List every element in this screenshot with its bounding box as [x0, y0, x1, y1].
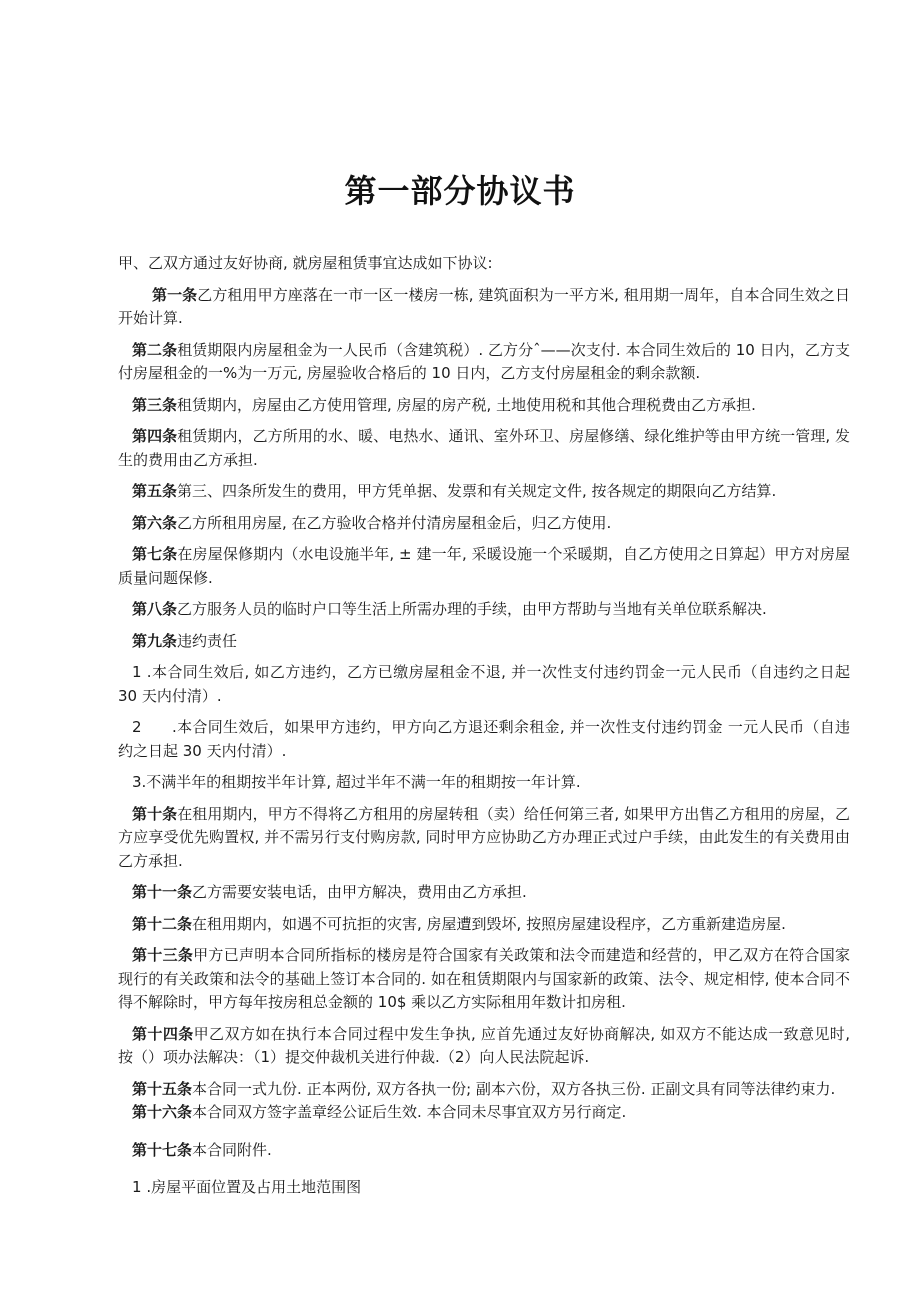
- intro-paragraph: 甲、乙双方通过友好协商, 就房屋租赁事宜达成如下协议:: [118, 254, 493, 272]
- article-label: 第五条: [132, 482, 178, 500]
- list-number: 1: [132, 663, 142, 681]
- breach-item-2: [118, 716, 850, 763]
- article-5: [118, 480, 850, 504]
- article-text: 甲乙双方如在执行本合同过程中发生争执, 应首先通过友好协商解决, 如双方不能达成一致意见时, 按（）项办法解决：（1）提交仲裁机关进行仲裁.（2）向人民法院起诉.: [118, 1024, 850, 1066]
- article-2: [118, 339, 850, 386]
- article-17: [118, 1139, 850, 1163]
- article-16: [118, 1101, 850, 1125]
- article-14: [118, 1023, 850, 1070]
- list-text: .房屋平面位置及占用土地范围图: [146, 1178, 362, 1196]
- breach-item-3: [118, 771, 850, 795]
- article-label: 第十一条: [132, 883, 193, 901]
- breach-item-1: [118, 661, 850, 708]
- list-text: .本合同生效后，如果甲方违约，甲方向乙方退还剩余租金, 并一次性支付违约罚金 一元人民币（自违约之日起 30 天内付清）.: [118, 718, 850, 760]
- article-4: [118, 425, 850, 472]
- article-text: 本合同一式九份. 正本两份, 双方各执一份; 副本六份，双方各执三份. 正副文具有同等法律约束力.: [192, 1079, 836, 1098]
- article-text: 在租用期内，甲方不得将乙方租用的房屋转租（卖）给任何第三者, 如果甲方出售乙方租用的房屋，乙方应享受优先购置权, 并不需另行支付购房款, 同时甲方应协助乙方办理正式过户手续，由此发生的有关费用由乙方承担.: [118, 804, 850, 870]
- article-label: 第十六条: [132, 1103, 193, 1121]
- list-text: 3.不满半年的租期按半年计算, 超过半年不满一年的租期按一年计算.: [132, 773, 581, 791]
- document-title: 第一部分协议书: [344, 172, 576, 210]
- article-6: [118, 512, 850, 536]
- article-text: 本合同双方签字盖章经公证后生效. 本合同未尽事宜双方另行商定.: [192, 1103, 627, 1121]
- article-label: 第四条: [132, 427, 178, 445]
- article-text: 乙方服务人员的临时户口等生活上所需办理的手续，由甲方帮助与当地有关单位联系解决.: [177, 600, 767, 618]
- article-label: 第三条: [132, 395, 178, 414]
- article-label: 第十三条: [132, 946, 194, 964]
- article-9: [118, 630, 850, 654]
- article-label: 第九条: [132, 631, 178, 650]
- article-7: [118, 543, 850, 590]
- article-text: 第三、四条所发生的费用，甲方凭单据、发票和有关规定文件, 按各规定的期限向乙方结算.: [177, 482, 777, 500]
- article-text: 在房屋保修期内（水电设施半年, ± 建一年, 采暖设施一个采暖期，自乙方使用之日算起）甲方对房屋质量问题保修.: [118, 545, 850, 587]
- article-12: [118, 913, 850, 937]
- article-text: 本合同附件.: [192, 1140, 272, 1159]
- article-text: 租赁期内，房屋由乙方使用管理, 房屋的房产税, 土地使用税和其他合理税费由乙方承担.: [177, 395, 756, 414]
- article-label: 第十七条: [132, 1140, 193, 1159]
- article-text: 乙方所租用房屋, 在乙方验收合格并付清房屋租金后，归乙方使用.: [177, 513, 612, 532]
- article-label: 第十二条: [132, 914, 193, 933]
- article-text: 甲方已声明本合同所指标的楼房是符合国家有关政策和法令而建造和经营的，甲乙双方在符合国家现行的有关政策和法令的基础上签订本合同的. 如在租赁期限内与国家新的政策、法令、规定相悖, 使本合同不得不解除时，甲方每年按房租总金额的 10$ 乘以乙方实际租用年数计扣房租.: [118, 946, 850, 1011]
- article-label: 第二条: [132, 340, 178, 359]
- article-text: 租赁期限内房屋租金为一人民币（含建筑税）. 乙方分ˆ——次支付. 本合同生效后的 10 日内，乙方支付房屋租金的一%为一万元, 房屋验收合格后的 10 日内，乙方支付房屋租金的剩余款额.: [118, 340, 850, 382]
- article-label: 第六条: [132, 513, 178, 532]
- article-text: 在租用期内，如遇不可抗拒的灾害, 房屋遭到毁坏, 按照房屋建设程序，乙方重新建造房屋.: [192, 914, 786, 933]
- list-text: .本合同生效后, 如乙方违约，乙方已缴房屋租金不退, 并一次性支付违约罚金一元人民币（自违约之日起 30 天内付清）.: [118, 663, 850, 705]
- article-8: [118, 598, 850, 622]
- article-label: 第十条: [132, 804, 178, 823]
- article-text: 违约责任: [177, 631, 238, 650]
- article-label: 第一条: [152, 285, 198, 304]
- article-text: 乙方需要安装电话，由甲方解决，费用由乙方承担.: [192, 883, 527, 901]
- attachment-item-1: [118, 1176, 850, 1200]
- article-label: 第八条: [132, 600, 178, 618]
- list-number: 1: [132, 1178, 142, 1196]
- list-number: 2: [132, 718, 142, 736]
- article-text: 乙方租用甲方座落在一市一区一楼房一栋, 建筑面积为一平方米, 租用期一周年，自本合同生效之日开始计算.: [118, 285, 850, 327]
- article-3: [118, 394, 850, 418]
- article-15: [118, 1078, 850, 1102]
- article-1: [118, 284, 850, 331]
- article-13: [118, 944, 850, 1015]
- article-label: 第七条: [132, 545, 178, 563]
- article-label: 第十四条: [132, 1024, 194, 1043]
- article-10: [118, 803, 850, 874]
- document-body: [118, 252, 850, 1208]
- article-label: 第十五条: [132, 1079, 193, 1098]
- article-11: [118, 881, 850, 905]
- article-text: 租赁期内，乙方所用的水、暖、电热水、通讯、室外环卫、房屋修缮、绿化维护等由甲方统一管理, 发生的费用由乙方承担.: [118, 427, 850, 469]
